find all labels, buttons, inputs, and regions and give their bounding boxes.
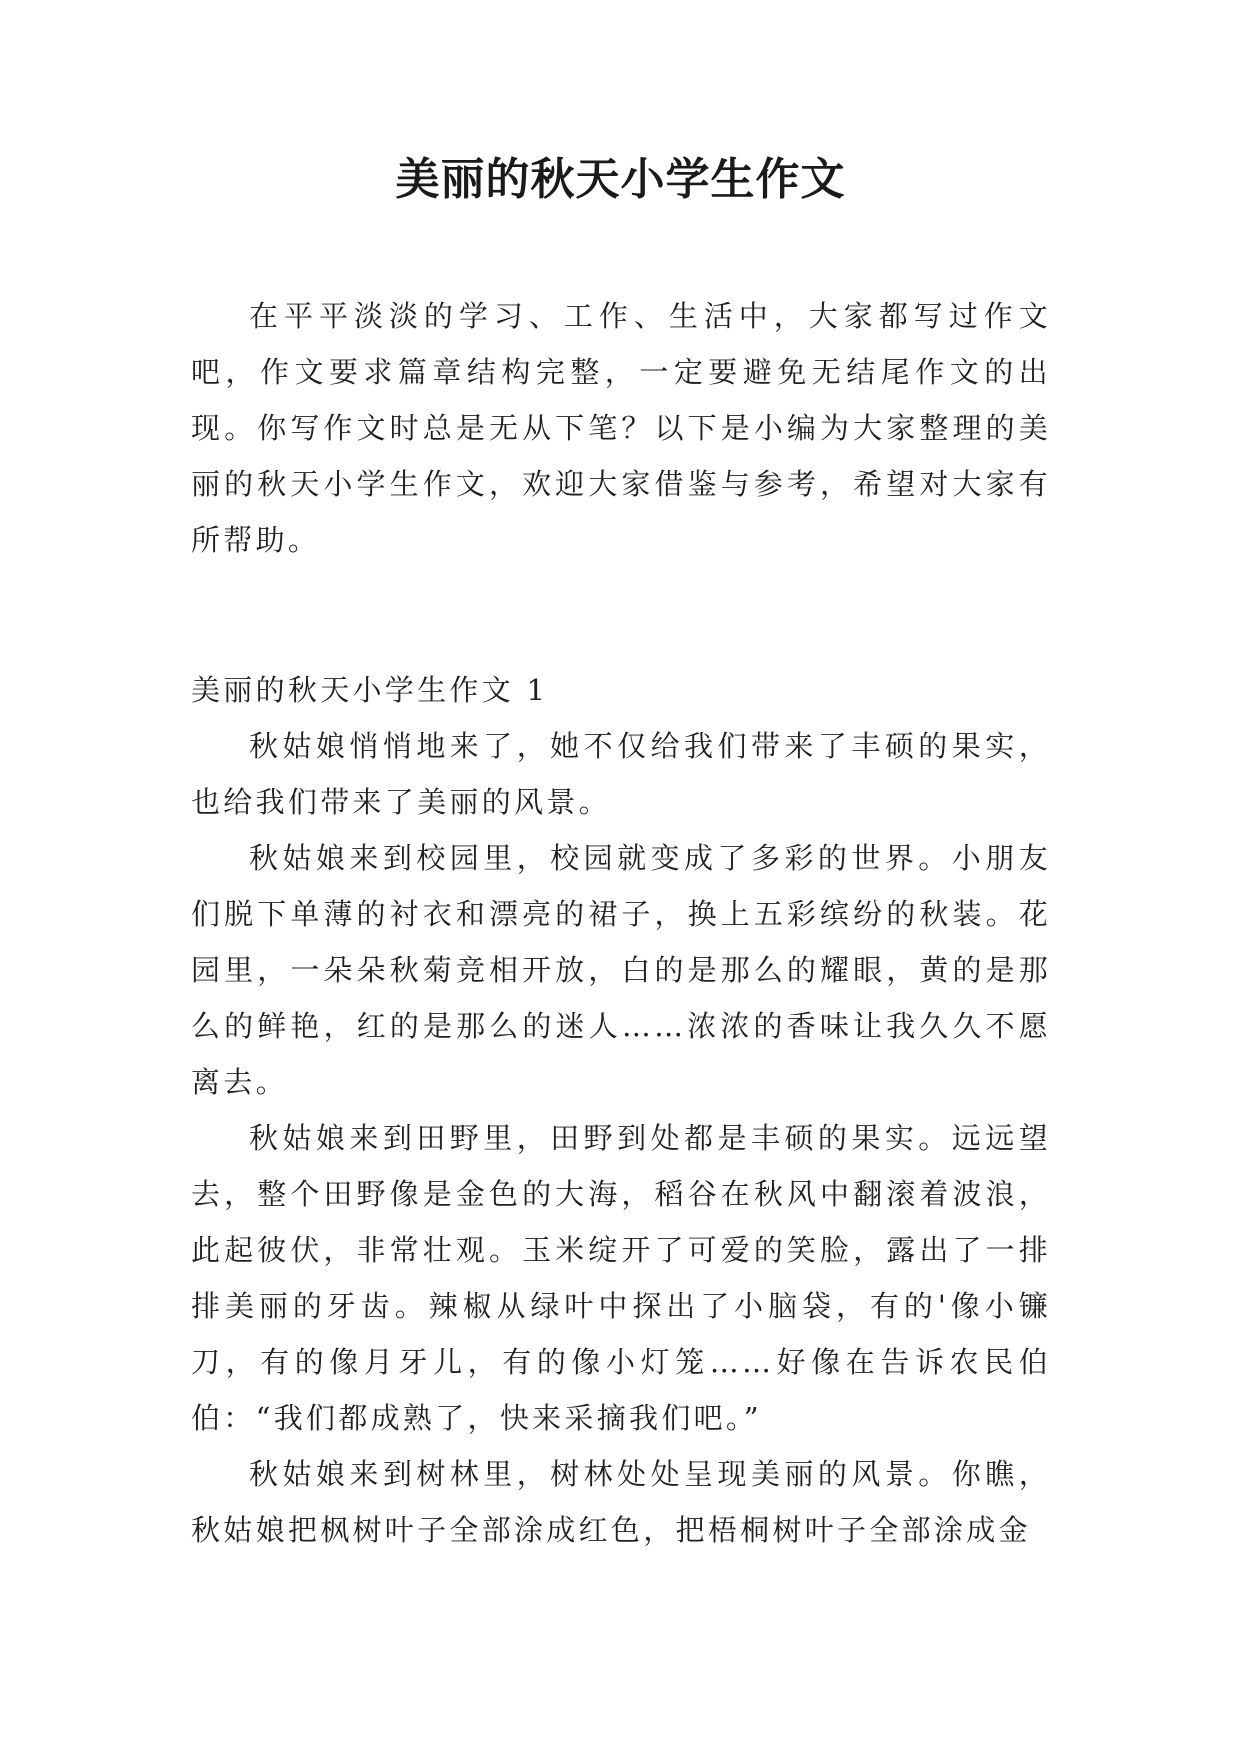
intro-paragraph: 在平平淡淡的学习、工作、生活中，大家都写过作文吧，作文要求篇章结构完整，一定要避免无结尾作文的出现。你写作文时总是无从下笔？以下是小编为大家整理的美丽的秋天小学生作文，欢迎大家借鉴与参考，希望对大家有所帮助。 (191, 299, 1051, 557)
section-heading: 美丽的秋天小学生作文 1 (191, 673, 549, 707)
body-paragraph-2: 秋姑娘来到校园里，校园就变成了多彩的世界。小朋友们脱下单薄的衬衣和漂亮的裙子，换上五彩缤纷的秋装。花园里，一朵朵秋菊竞相开放，白的是那么的耀眼，黄的是那么的鲜艳，红的是那么的迷人……浓浓的香味让我久久不愿离去。 (191, 841, 1051, 1099)
body-paragraph-1: 秋姑娘悄悄地来了，她不仅给我们带来了丰硕的果实，也给我们带来了美丽的风景。 (191, 729, 1051, 819)
document-body (191, 288, 1051, 1558)
body-paragraph-3: 秋姑娘来到田野里，田野到处都是丰硕的果实。远远望去，整个田野像是金色的大海，稻谷在秋风中翻滚着波浪，此起彼伏，非常壮观。玉米绽开了可爱的笑脸，露出了一排排美丽的牙齿。辣椒从绿叶中探出了小脑袋，有的'像小镰刀，有的像月牙儿，有的像小灯笼……好像在告诉农民伯伯：“我们都成熟了，快来采摘我们吧。” (191, 1121, 1051, 1435)
document-title: 美丽的秋天小学生作文 (395, 154, 846, 205)
body-paragraph-4: 秋姑娘来到树林里，树林处处呈现美丽的风景。你瞧，秋姑娘把枫树叶子全部涂成红色，把梧桐树叶子全部涂成金 (191, 1457, 1051, 1547)
